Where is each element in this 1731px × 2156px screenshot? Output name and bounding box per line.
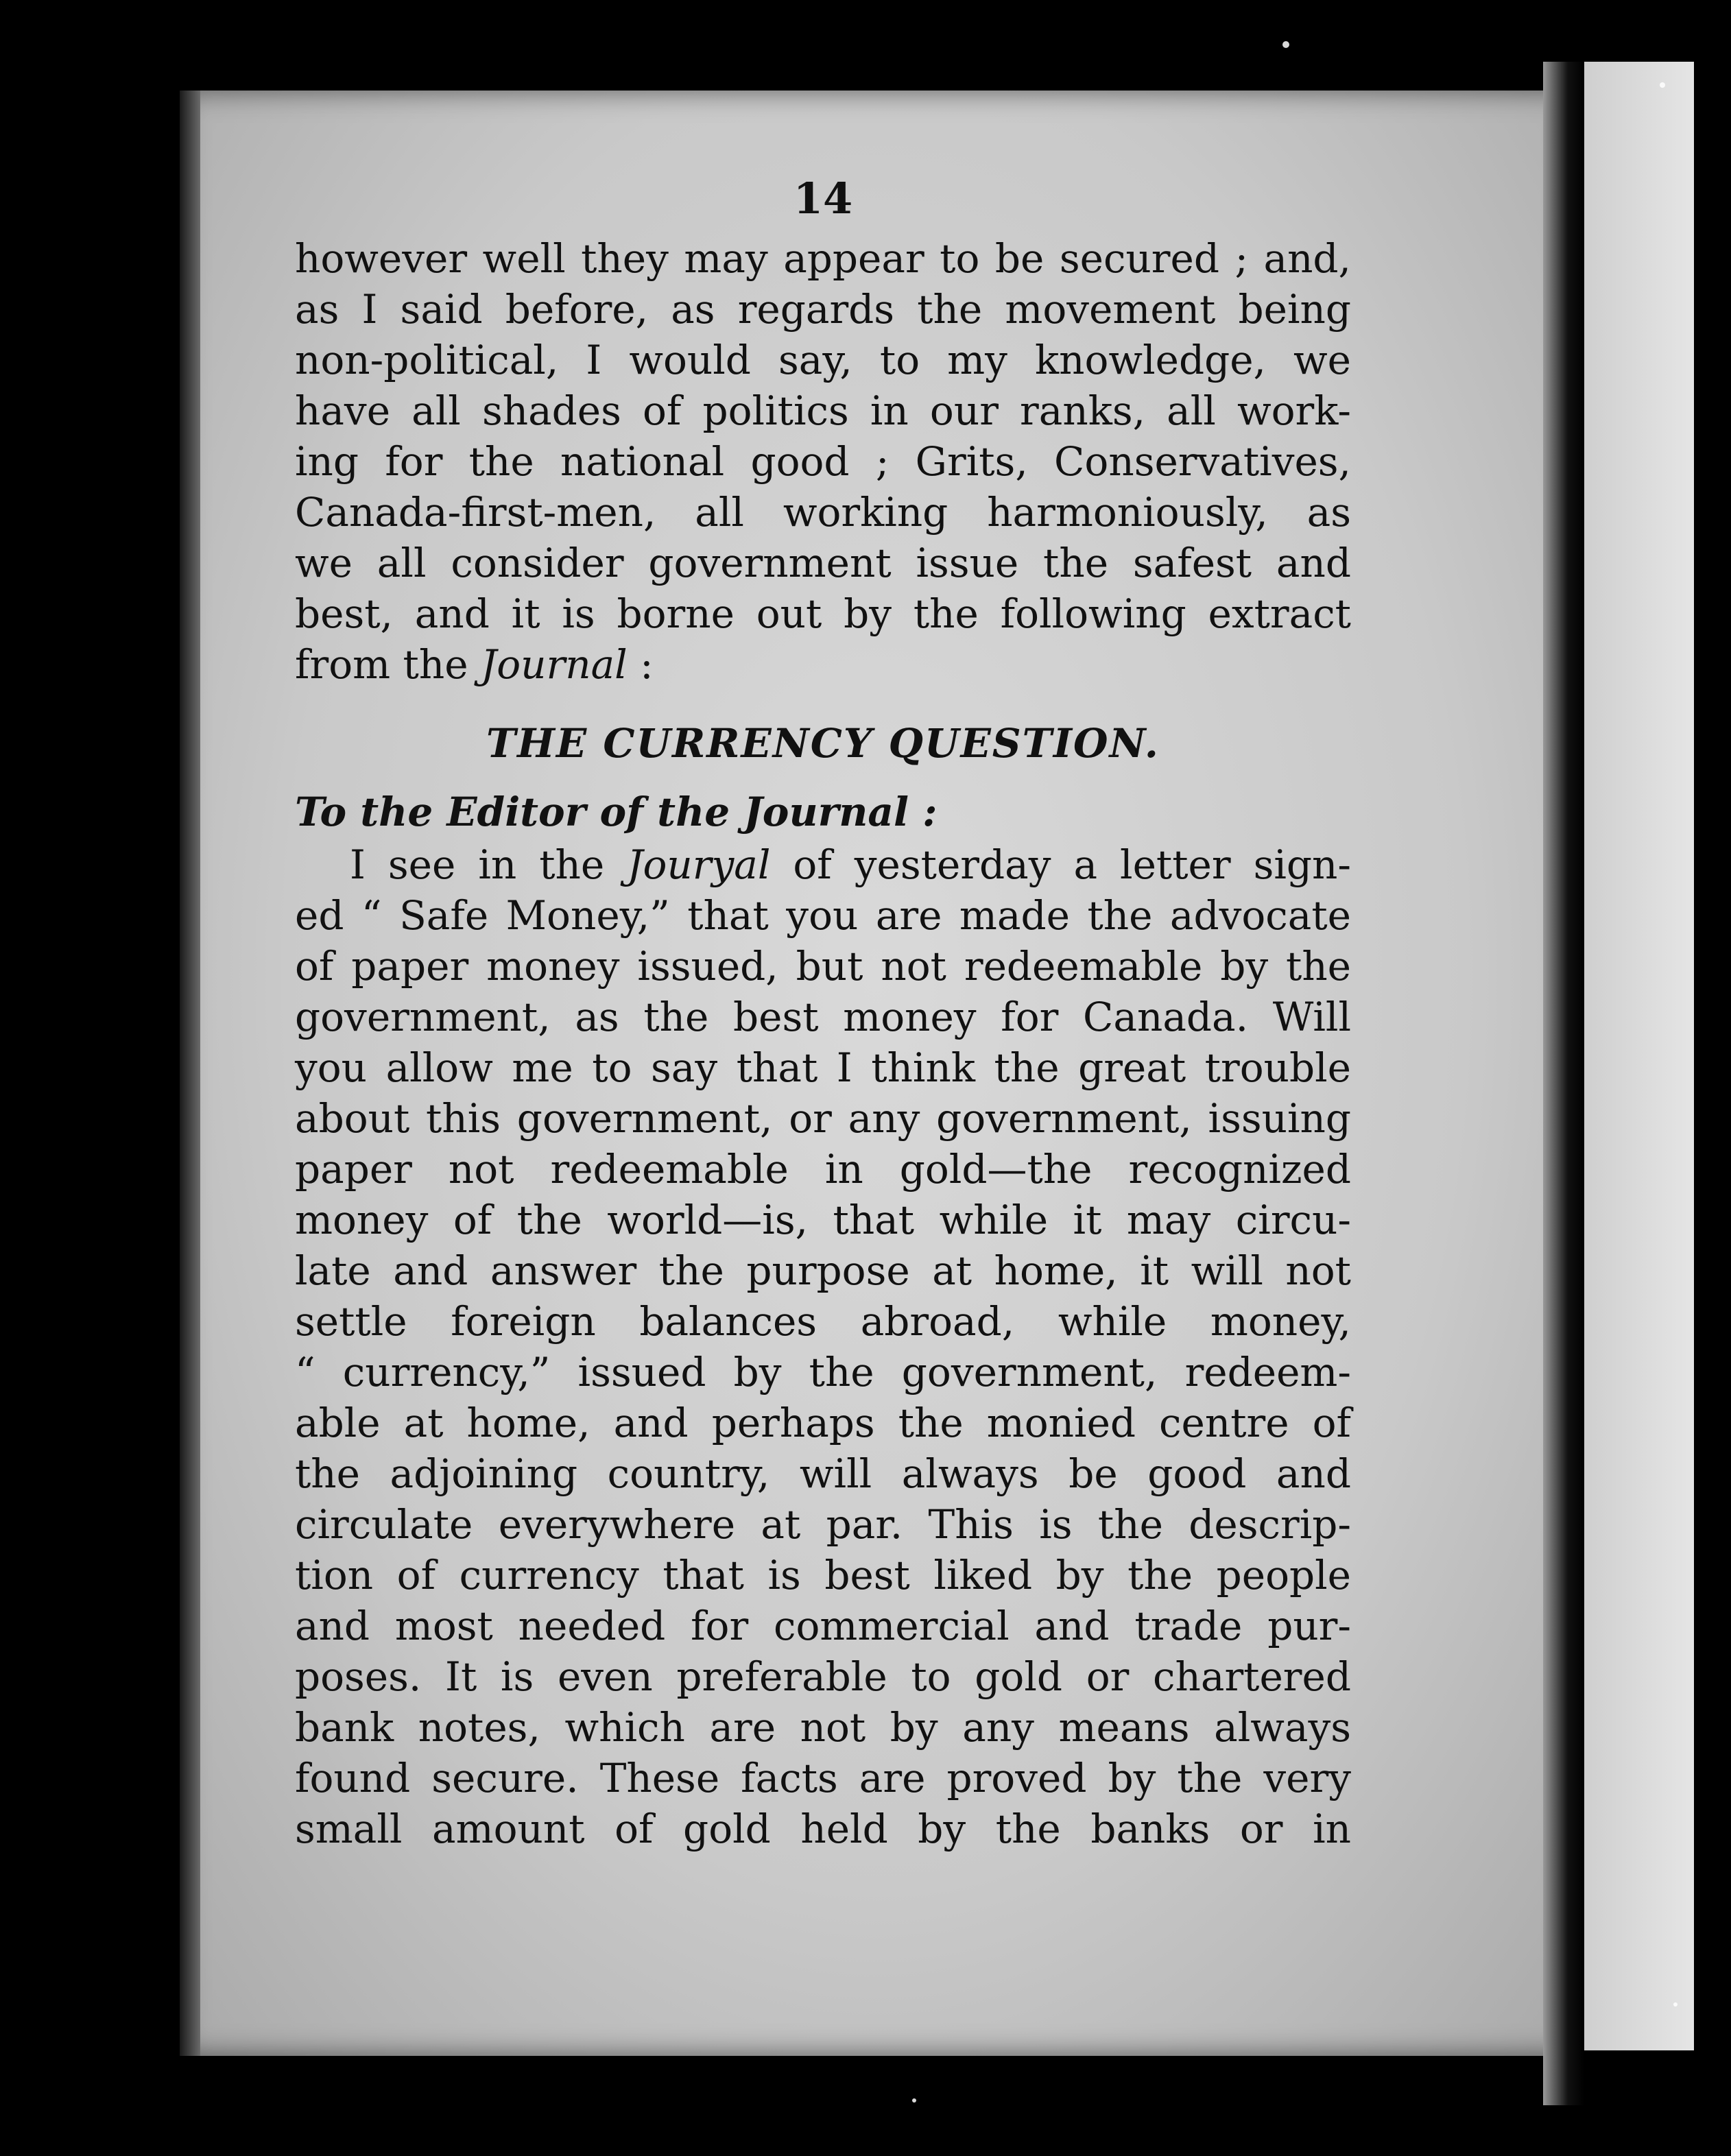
text-line: found secure. These facts are proved by the very bbox=[295, 1755, 1351, 1801]
facing-page-strip bbox=[1584, 62, 1694, 2050]
text-line: circulate everywhere at par. This is the descrip- bbox=[295, 1501, 1351, 1548]
text-line: the adjoining country, will always be good and bbox=[295, 1450, 1351, 1497]
text-line: poses. It is even preferable to gold or chartered bbox=[295, 1653, 1351, 1700]
intro-paragraph bbox=[295, 233, 1351, 690]
text-line: settle foreign balances abroad, while money, bbox=[295, 1298, 1351, 1345]
book-gutter bbox=[1543, 62, 1584, 2105]
text-line: tion of currency that is best liked by the people bbox=[295, 1552, 1351, 1598]
letter-paragraph bbox=[295, 839, 1351, 1854]
text-line: from the Journal : bbox=[295, 641, 654, 688]
text-line: we all consider government issue the safest and bbox=[295, 540, 1351, 586]
section-heading: THE CURRENCY QUESTION. bbox=[486, 720, 1160, 767]
text-line: non-political, I would say, to my knowledge, we bbox=[295, 337, 1351, 383]
text-line: Canada-first-men, all working harmoniously, as bbox=[295, 489, 1351, 536]
letter-salutation: To the Editor of the Journal : bbox=[295, 789, 938, 835]
dust-speck bbox=[912, 2098, 916, 2103]
dust-speck bbox=[1673, 2002, 1678, 2007]
text-line: ing for the national good ; Grits, Conservatives, bbox=[295, 438, 1351, 485]
text-line: about this government, or any government, issuing bbox=[295, 1095, 1351, 1142]
text-line: able at home, and perhaps the monied centre of bbox=[295, 1400, 1351, 1446]
text-line: late and answer the purpose at home, it will not bbox=[295, 1247, 1351, 1294]
text-line: ed “ Safe Money,” that you are made the advocate bbox=[295, 892, 1351, 939]
dust-speck bbox=[1660, 82, 1665, 88]
text-line: you allow me to say that I think the great trouble bbox=[295, 1044, 1351, 1091]
text-line: government, as the best money for Canada. Will bbox=[295, 994, 1351, 1040]
page-shadow-edge bbox=[180, 91, 200, 2056]
text-line: “ currency,” issued by the government, redeem- bbox=[295, 1349, 1351, 1396]
text-line: of paper money issued, but not redeemable by the bbox=[295, 943, 1351, 990]
text-line: as I said before, as regards the movement being bbox=[295, 286, 1351, 333]
text-line: and most needed for commercial and trade pur- bbox=[295, 1603, 1351, 1649]
text-line: bank notes, which are not by any means always bbox=[295, 1704, 1351, 1751]
page-number: 14 bbox=[793, 173, 853, 224]
text-line: I see in the Jouryal of yesterday a letter sign- bbox=[350, 841, 1351, 888]
text-line: money of the world—is, that while it may circu- bbox=[295, 1197, 1351, 1243]
text-line: however well they may appear to be secured ; and, bbox=[295, 235, 1351, 282]
text-line: best, and it is borne out by the following extract bbox=[295, 590, 1351, 637]
text-line: have all shades of politics in our ranks, all work- bbox=[295, 387, 1351, 434]
page-text bbox=[295, 171, 1351, 1854]
text-line: small amount of gold held by the banks or in bbox=[295, 1806, 1351, 1852]
dust-speck bbox=[1282, 41, 1289, 48]
text-line: paper not redeemable in gold—the recognized bbox=[295, 1146, 1351, 1193]
